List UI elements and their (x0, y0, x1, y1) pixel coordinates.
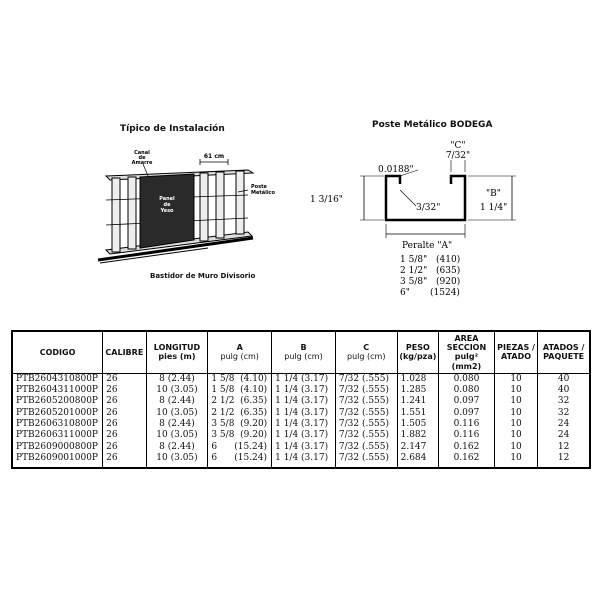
cell-peso: 2.147 (397, 442, 439, 453)
cell-longitud: 8 (2.44) (146, 373, 208, 385)
cell-longitud: 10 (3.05) (146, 430, 208, 441)
header-b: B pulg (cm) (272, 331, 336, 373)
c-label: "C" (450, 141, 466, 151)
cell-c: 7/32 (.555) (335, 396, 397, 407)
cell-b: 1 1/4 (3.17) (272, 373, 336, 385)
peralte-mm-3: (920) (436, 277, 461, 287)
cell-peso: 1.241 (397, 396, 439, 407)
cell-c: 7/32 (.555) (335, 385, 397, 396)
cell-calibre: 26 (103, 453, 147, 468)
cell-atados: 24 (538, 419, 590, 430)
header-a: A pulg (cm) (208, 331, 272, 373)
cell-area: 0.097 (439, 396, 495, 407)
cell-a: 1 5/8 (4.10) (208, 385, 272, 396)
b-label: "B" (486, 189, 501, 199)
canal-label-3: Amarre (131, 160, 153, 166)
cell-codigo: PTB2609000800P (12, 442, 103, 453)
cell-peso: 1.882 (397, 430, 439, 441)
cell-b: 1 1/4 (3.17) (272, 419, 336, 430)
cell-calibre: 26 (103, 419, 147, 430)
cell-area: 0.162 (439, 442, 495, 453)
cell-piezas: 10 (494, 442, 538, 453)
cell-atados: 40 (538, 373, 590, 385)
table-row (12, 453, 590, 468)
cell-codigo: PTB2606310800P (12, 419, 103, 430)
cell-calibre: 26 (103, 442, 147, 453)
cell-longitud: 8 (2.44) (146, 442, 208, 453)
cell-b: 1 1/4 (3.17) (272, 453, 336, 468)
cell-a: 2 1/2 (6.35) (208, 396, 272, 407)
thickness-value: 0.0188" (378, 165, 414, 175)
cell-b: 1 1/4 (3.17) (272, 442, 336, 453)
cell-a: 3 5/8 (9.20) (208, 430, 272, 441)
cell-b: 1 1/4 (3.17) (272, 430, 336, 441)
installation-caption: Bastidor de Muro Divisorio (150, 272, 256, 280)
table-row (12, 419, 590, 430)
table-header-row (12, 331, 590, 373)
height-value: 1 3/16" (310, 195, 343, 205)
cell-area: 0.080 (439, 385, 495, 396)
header-codigo: CODIGO (12, 331, 103, 373)
cell-b: 1 1/4 (3.17) (272, 408, 336, 419)
table-body (12, 373, 590, 468)
peralte-size-2: 2 1/2" (400, 266, 428, 276)
cell-calibre: 26 (103, 396, 147, 407)
cell-codigo: PTB2605201000P (12, 408, 103, 419)
cell-calibre: 26 (103, 385, 147, 396)
installation-title: Típico de Instalación (120, 124, 225, 134)
header-atados: ATADOS / PAQUETE (538, 331, 590, 373)
canal-label-2: de (138, 155, 146, 161)
peralte-mm-2: (635) (436, 266, 461, 276)
cell-peso: 1.505 (397, 419, 439, 430)
cell-peso: 1.285 (397, 385, 439, 396)
canal-label-1: Canal (134, 150, 150, 156)
cell-codigo: PTB2606311000P (12, 430, 103, 441)
cell-area: 0.116 (439, 419, 495, 430)
panel-label-3: Yeso (160, 208, 174, 214)
cell-a: 6 (15.24) (208, 453, 272, 468)
cell-piezas: 10 (494, 408, 538, 419)
cell-longitud: 10 (3.05) (146, 408, 208, 419)
cell-atados: 40 (538, 385, 590, 396)
peralte-size-3: 3 5/8" (400, 277, 428, 287)
header-c: C pulg (cm) (335, 331, 397, 373)
header-area: AREA SECCION pulg² (mm2) (439, 331, 495, 373)
cell-calibre: 26 (103, 373, 147, 385)
spec-table (11, 330, 591, 469)
table-row (12, 396, 590, 407)
cell-peso: 1.551 (397, 408, 439, 419)
cell-atados: 12 (538, 453, 590, 468)
cell-a: 3 5/8 (9.20) (208, 419, 272, 430)
cell-area: 0.097 (439, 408, 495, 419)
cell-c: 7/32 (.555) (335, 442, 397, 453)
panel-label-2: de (163, 202, 171, 208)
header-calibre: CALIBRE (103, 331, 147, 373)
header-peso: PESO (kg/pza) (397, 331, 439, 373)
peralte-size-1: 1 5/8" (400, 255, 428, 265)
cell-piezas: 10 (494, 385, 538, 396)
b-value: 1 1/4" (480, 203, 508, 213)
cell-c: 7/32 (.555) (335, 408, 397, 419)
cell-longitud: 8 (2.44) (146, 396, 208, 407)
poste-label-2: Metálico (251, 190, 275, 196)
cell-longitud: 10 (3.05) (146, 453, 208, 468)
cell-codigo: PTB2604311000P (12, 385, 103, 396)
cell-a: 2 1/2 (6.35) (208, 408, 272, 419)
cell-c: 7/32 (.555) (335, 419, 397, 430)
cell-piezas: 10 (494, 430, 538, 441)
header-longitud: LONGITUD pies (m) (146, 331, 208, 373)
cell-calibre: 26 (103, 430, 147, 441)
poste-label-1: Poste (251, 184, 267, 190)
table-row (12, 385, 590, 396)
cell-atados: 12 (538, 442, 590, 453)
lip-value: 3/32" (416, 203, 441, 213)
cell-codigo: PTB2605200800P (12, 396, 103, 407)
cell-piezas: 10 (494, 419, 538, 430)
cell-piezas: 10 (494, 396, 538, 407)
peralte-label: Peralte "A" (402, 241, 453, 251)
cell-area: 0.162 (439, 453, 495, 468)
cell-c: 7/32 (.555) (335, 373, 397, 385)
cell-c: 7/32 (.555) (335, 430, 397, 441)
cell-piezas: 10 (494, 373, 538, 385)
cell-area: 0.116 (439, 430, 495, 441)
cell-peso: 2.684 (397, 453, 439, 468)
peralte-size-4: 6" (400, 288, 410, 298)
cell-atados: 32 (538, 408, 590, 419)
cell-codigo: PTB2609001000P (12, 453, 103, 468)
peralte-mm-4: (1524) (430, 288, 460, 298)
table-row (12, 408, 590, 419)
table-row (12, 442, 590, 453)
c-value: 7/32" (445, 151, 471, 161)
spacing-label: 61 cm (203, 153, 225, 160)
panel-label-1: Panel (159, 196, 175, 202)
header-piezas: PIEZAS / ATADO (494, 331, 538, 373)
cell-a: 1 5/8 (4.10) (208, 373, 272, 385)
cell-calibre: 26 (103, 408, 147, 419)
cell-atados: 24 (538, 430, 590, 441)
cell-a: 6 (15.24) (208, 442, 272, 453)
cell-codigo: PTB2604310800P (12, 373, 103, 385)
stud-profile-drawing (300, 140, 540, 300)
peralte-mm-1: (410) (436, 255, 461, 265)
table-row (12, 430, 590, 441)
installation-drawing (88, 140, 288, 290)
cell-area: 0.080 (439, 373, 495, 385)
cell-atados: 32 (538, 396, 590, 407)
cell-longitud: 8 (2.44) (146, 419, 208, 430)
cell-c: 7/32 (.555) (335, 453, 397, 468)
cell-b: 1 1/4 (3.17) (272, 385, 336, 396)
cell-longitud: 10 (3.05) (146, 385, 208, 396)
profile-title: Poste Metálico BODEGA (372, 120, 493, 130)
cell-b: 1 1/4 (3.17) (272, 396, 336, 407)
cell-peso: 1.028 (397, 373, 439, 385)
table-row (12, 373, 590, 385)
cell-piezas: 10 (494, 453, 538, 468)
